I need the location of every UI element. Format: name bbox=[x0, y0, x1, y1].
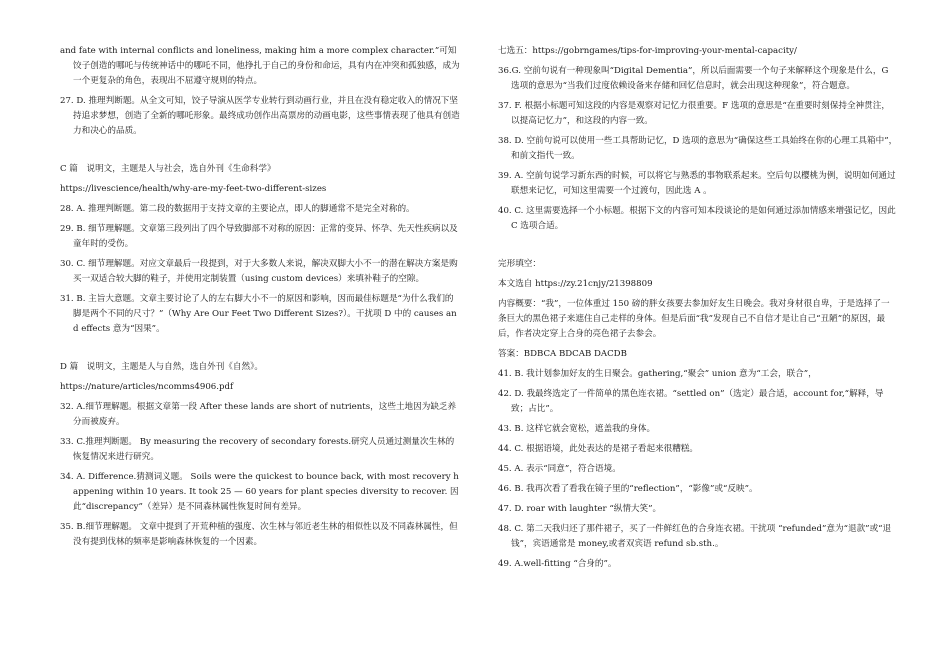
section-d-source-url: https://nature/articles/ncomms4906.pdf bbox=[60, 382, 234, 392]
answer-37: 37. F. 根据小标题可知这段的内容是观察对记忆力很重要。F 选项的意思是“在重要时刻保持全神贯注，以提高记忆力”，和这段的内容一致。 bbox=[498, 101, 890, 126]
left-column bbox=[60, 44, 460, 555]
answer-45: 45. A. 表示“同意”，符合语境。 bbox=[498, 464, 621, 474]
answer-44: 44. C. 根据语境，此处表达的是裙子看起来很糟糕。 bbox=[498, 444, 699, 454]
answer-43: 43. B. 这样它就会宽松，遮盖我的身体。 bbox=[498, 424, 656, 434]
section-c-heading: C 篇 说明文，主题是人与社会，选自外刊《生命科学》 bbox=[60, 164, 276, 174]
answer-47: 47. D. roar with laughter “纵情大笑”。 bbox=[498, 504, 662, 514]
answer-46: 46. B. 我再次看了看我在镜子里的“reflection”，“影像”或“反映”。 bbox=[498, 484, 758, 494]
answer-27: 27. D. 推理判断题。从全文可知，饺子导演从医学专业转行到动画行业，并且在没有稳定收入的情况下坚持追求梦想，创造了全新的哪吒形象。最终成功创作出高票房的动画电影，这些事情表现了他具有创造力和决心的品质。 bbox=[60, 96, 460, 136]
cloze-answer-key: 答案：BDBCA BDCAB DACDB bbox=[498, 349, 627, 359]
answer-39: 39. A. 空前句说学习新东西的时候，可以将它与熟悉的事物联系起来。空后句以樱桃为例，说明如何通过联想来记忆，可知这里需要一个过渡句，因此选 A 。 bbox=[498, 171, 896, 196]
answer-38: 38. D. 空前句说可以使用一些工具帮助记忆，D 选项的意思为“确保这些工具始终在你的心理工具箱中”，和前文指代一致。 bbox=[498, 136, 898, 161]
answer-48: 48. C. 第二天我归还了那件裙子，买了一件鲜红色的合身连衣裙。干扰项 “refunded”意为“退款”或“退钱”，宾语通常是 money,或者双宾语 refund sb.sth.。 bbox=[498, 524, 892, 549]
cloze-source: 本文选自 https://zy.21cnjy/21398809 bbox=[498, 279, 653, 289]
answer-33: 33. C.推理判断题。 By measuring the recovery of secondary forests.研究人员通过测量次生林的恢复情况来进行研究。 bbox=[60, 437, 455, 462]
answer-30: 30. C. 细节理解题。对应文章最后一段提到，对于大多数人来说，解决双脚大小不一的潜在解决方案是购买一双适合较大脚的鞋子，并使用定制装置（using custom devices）来填补鞋子的空隙。 bbox=[60, 259, 458, 284]
answer-29: 29. B. 细节理解题。文章第三段列出了四个导致脚部不对称的原因：正常的变异、怀孕、先天性疾病以及童年时的受伤。 bbox=[60, 224, 458, 249]
answer-40: 40. C. 这里需要选择一个小标题。根据下文的内容可知本段谈论的是如何通过添加情感来增强记忆，因此 C 选项合适。 bbox=[498, 206, 896, 231]
section-c-source-url: https://livescience/health/why-are-my-feet-two-different-sizes bbox=[60, 184, 327, 194]
answer-32: 32. A.细节理解题。根据文章第一段 After these lands are short of nutrients，这些土地因为缺乏养分而被废弃。 bbox=[60, 402, 457, 427]
answer-35: 35. B.细节理解题。 文章中提到了开荒种植的强度、次生林与邻近老生林的相似性以及不同森林属性，但没有提到伐林的频率是影响森林恢复的一个因素。 bbox=[60, 522, 458, 547]
answer-42: 42. D. 我最终选定了一件简单的黑色连衣裙。“settled on”（选定）最合适，account for,“解释，导致；占比”。 bbox=[498, 389, 884, 414]
cloze-summary: 内容概要：“我”，一位体重过 150 磅的胖女孩要去参加好友生日晚会。我对身材很自卑，于是选择了一条巨大的黑色裙子来遮住自己走样的身体。但是后面“我”发现自己不自信才是让自己“丑陋”的原因，最后，作者决定穿上合身的亮色裙子去参会。 bbox=[498, 299, 890, 339]
answer-36: 36.G. 空前句说有一种现象叫“Digital Dementia”，所以后面需要一个句子来解释这个现象是什么，G 选项的意思为“当我们过度依赖设备来存储和回忆信息时，就会出现这种现象”，符合题意。 bbox=[498, 66, 889, 91]
answer-34: 34. A. Difference.猜测词义题。 Soils were the quickest to bounce back, with most recovery happening within 10 years. It took 25 — 60 years for plant species diversity to recover. 因此“discrepancy”（差异）是不同森林属性恢复时间有差异。 bbox=[60, 472, 459, 512]
right-column bbox=[498, 44, 898, 577]
section-d-heading: D 篇 说明文，主题是人与自然，选自外刊《自然》。 bbox=[60, 362, 263, 372]
answer-31: 31. B. 主旨大意题。文章主要讨论了人的左右脚大小不一的原因和影响，因而最佳标题是“为什么我们的脚是两个不同的尺寸？”（Why Are Our Feet Two Different Sizes?）。干扰项 D 中的 causes and effects 意为“因果”。 bbox=[60, 294, 457, 334]
answer-49: 49. A.well-fitting “合身的”。 bbox=[498, 559, 617, 569]
answer-28: 28. A. 推理判断题。第二段的数据用于支持文章的主要论点，即人的脚通常不是完全对称的。 bbox=[60, 204, 415, 214]
answer-26-continued: and fate with internal conflicts and loneliness, making him a more complex character.”可知饺子创造的哪吒与传统神话中的哪吒不同，他挣扎于自己的身份和命运，具有内在冲突和孤独感，成为一个更复杂的角色，表现出不屈遵守规则的特点。 bbox=[60, 46, 460, 86]
seven-choose-five-heading: 七选五：https://gobrngames/tips-for-improving-your-mental-capacity/ bbox=[498, 46, 797, 56]
answer-41: 41. B. 我计划参加好友的生日聚会。gathering,“聚会” union 意为“工会，联合”， bbox=[498, 369, 817, 379]
cloze-heading: 完形填空： bbox=[498, 259, 541, 269]
